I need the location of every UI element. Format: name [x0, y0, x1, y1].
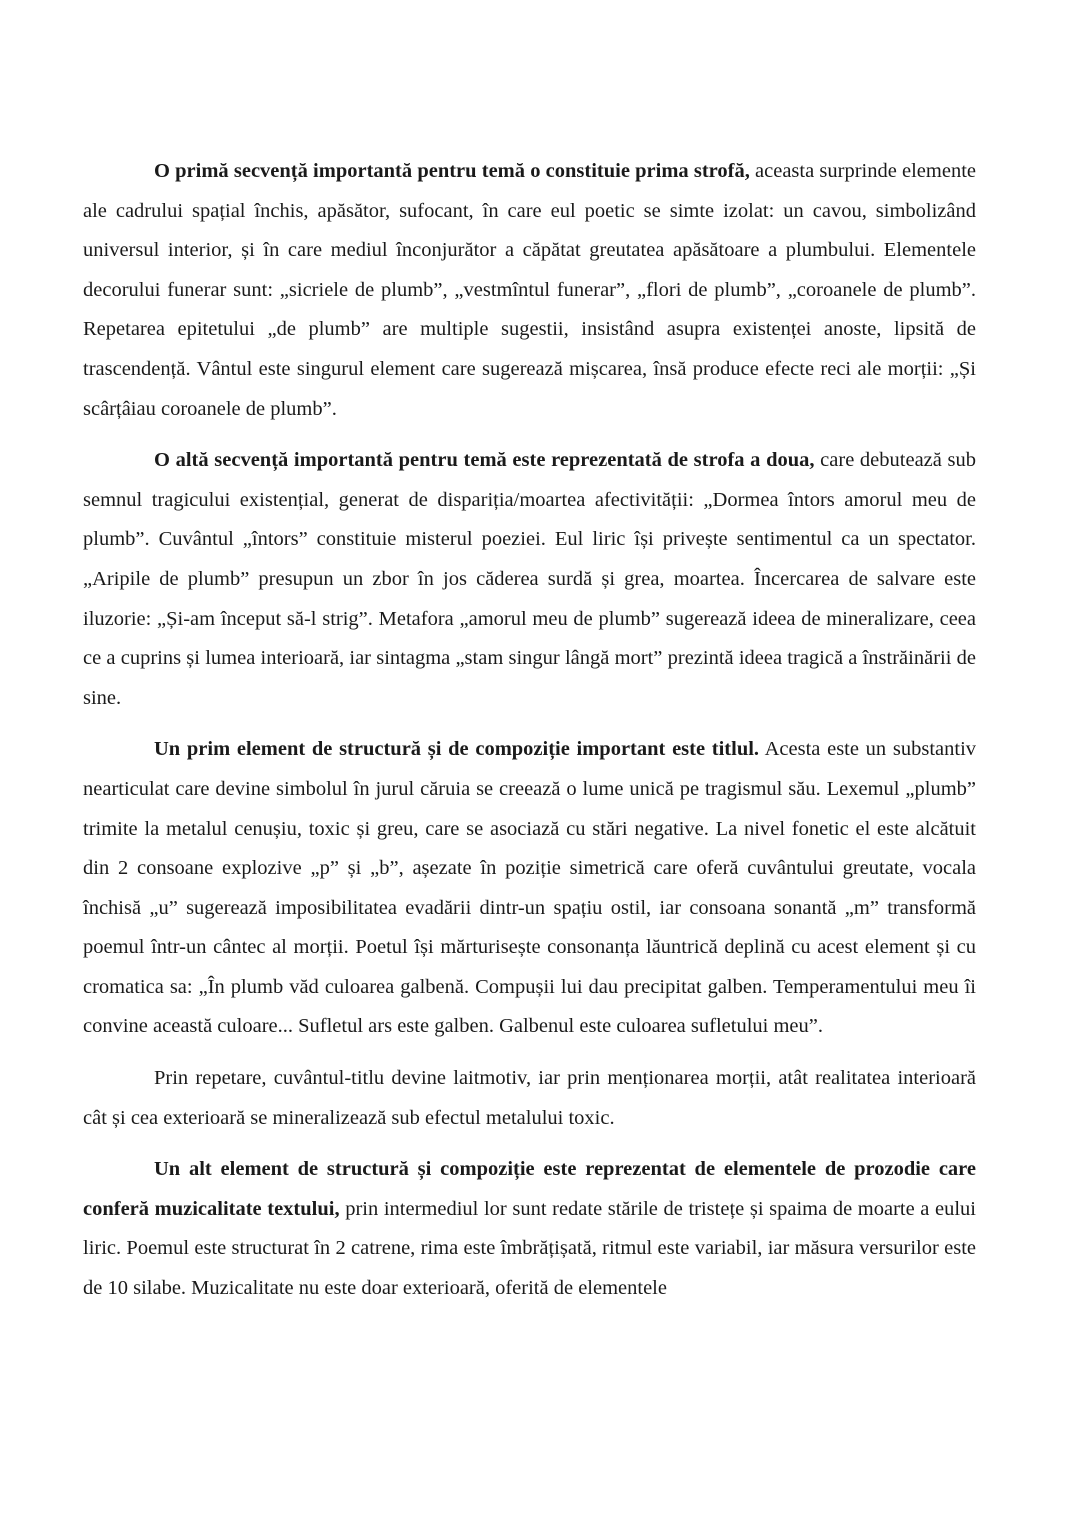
paragraph-body: aceasta surprinde elemente ale cadrului spațial închis, apăsător, sufocant, în care eul poetic se simte izolat: un cavou, simbolizând universul interior, și în care mediul înconjurător a căpătat greutatea apăsătoare a plumbului. Elementele decorului funerar sunt: „sicriele de plumb”, „vestmîntul funerar”, „flori de plumb”, „coroanele de plumb”. Repetarea epitetului „de plumb” are multiple sugestii, insistând asupra existenței anoste, lipsită de trascendență. Vântul este singurul element care sugerează mișcarea, însă produce efecte reci ale morții: „Și scârțâiau coroanele de plumb”. — [83, 160, 976, 420]
paragraph-leitmotif — [83, 1059, 976, 1138]
document-page — [83, 152, 976, 1309]
paragraph-prosody — [83, 1150, 976, 1308]
paragraph-lead-bold: Un prim element de structură și de compoziție important este titlul. — [154, 738, 760, 761]
paragraph-first-stanza — [83, 152, 976, 429]
paragraph-body: prin intermediul lor sunt redate stările de tristețe și spaima de moarte a eului liric. Poemul este structurat în 2 catrene, rima este îmbrățișată, ritmul este variabil, iar măsura versurilor este de 10 silabe. Muzicalitate nu este doar exterioară, oferită de elementele — [83, 1197, 977, 1300]
paragraph-body: Acesta este un substantiv nearticulat care devine simbolul în jurul căruia se creează o lume unică pe tragismul său. Lexemul „plumb” trimite la metalul cenușiu, toxic și greu, care se asociază cu stări negative. La nivel fonetic el este alcătuit din 2 consoane explozive „p” și „b”, așezate în poziție simetrică care oferă cuvântului greutate, vocala închisă „u” sugerează imposibilitatea evadării dintr-un spațiu ostil, iar consoana sonantă „m” transformă poemul într-un cântec al morții. Poetul își mărturisește consonanța lăuntrică deplină cu acest element și cu cromatica sa: „În plumb văd culoarea galbenă. Compușii lui dau precipitat galben. Temperamentului meu îi convine această culoare... Sufletul ars este galben. Galbenul este culoarea sufletului meu”. — [83, 738, 977, 1038]
paragraph-body: care debutează sub semnul tragicului existențial, generat de dispariția/moartea afectivității: „Dormea întors amorul meu de plumb”. Cuvântul „întors” constituie misterul poeziei. Eul liric își privește sentimentul ca un spectator. „Aripile de plumb” presupun un zbor în jos căderea surdă și grea, moartea. Încercarea de salvare este iluzorie: „Și-am început să-l strig”. Metafora „amorul meu de plumb” sugerează ideea de mineralizare, ceea ce a cuprins și lumea interioară, iar sintagma „stam singur lângă mort” prezintă ideea tragică a înstrăinării de sine. — [83, 449, 977, 709]
paragraph-title-element — [83, 730, 976, 1047]
paragraph-lead-bold: O altă secvență importantă pentru temă este reprezentată de strofa a doua, — [154, 449, 815, 472]
paragraph-lead-bold: O primă secvență importantă pentru temă o constituie prima strofă, — [154, 160, 750, 182]
paragraph-lead-bold: Un alt element de structură și compoziție este reprezentat de elementele de prozodie care conferă muzicalitate textului, — [83, 1158, 976, 1220]
paragraph-body: Prin repetare, cuvântul-titlu devine laitmotiv, iar prin menționarea morții, atât realitatea interioară cât și cea exterioară se mineralizează sub efectul metalului toxic. — [83, 1067, 976, 1129]
paragraph-second-stanza — [83, 441, 976, 718]
